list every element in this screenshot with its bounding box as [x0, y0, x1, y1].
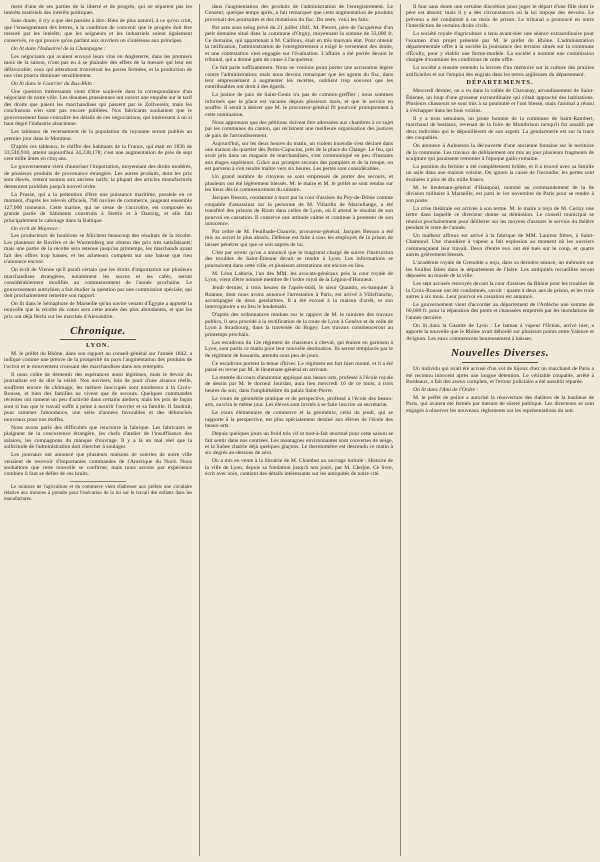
article-paragraph: Les escadrons du 12e régiment de chasseurs à cheval, qui étaient en garnison à Lyon, sont partis ce matin pour leur nouvelle destination. Ils seront remplacés par le 8e régiment de hussards, attendu sous peu de jours. — [205, 339, 393, 359]
article-paragraph: Il y a trois semaines, un jeune homme de la commune de Saint-Rambert, marchand de bestiaux, revenait de la foire de Montbrison lorsqu'il fut assailli par deux individus qui le dépouillèrent de son argent. La gendarmerie est sur la trace des coupables. — [406, 115, 594, 142]
article-paragraph: La justice de paix de Saint-Genis n'a pas de commis-greffier ; nous sommes informés que la place est vacante depuis plusieurs mois, et que le service en souffre. Il serait à désirer que M. le procureur-général fît pourvoir promptement à cette nomination. — [205, 92, 393, 118]
article-lead: On lit dans le Courrier du Bas-Rhin : — [11, 80, 96, 87]
article-paragraph: D'après ces tableaux, le chiffre des habitants de la France, qui était en 1836 de 33,540,910, atteint aujourd'hui 34,230,178; c'est une augmentation de près de sept cent mille âmes en cinq ans. — [4, 143, 192, 163]
article-paragraph: Le cours élémentaire de commerce et la géométrie, celui du jeudi, qui se rapporte à la perspective, est plus spécialement destiné aux élèves de l'école des beaux-arts. — [205, 410, 393, 430]
article-paragraph: Par acte sous seing privé du 21 juillet 1841, M. Pierret, père de l'acquéreur d'un petit domaine situé dans la commune d'Orgny, moyennant la somme de 33,000 fr. Ce domaine, qui appartenait à M. Cailloux, était en très mauvais état. Pour obtenir la ratification, l'administration de l'enregistrement a exigé le versement des droits, et une contestation s'est engagée sur l'évaluation. L'affaire a été portée devant le tribunal, qui a donné gain de cause à l'acquéreur. — [205, 24, 393, 64]
article-paragraph: On lit dans la Gazette de Lyon : Le bateau à vapeur l'Océan, arrivé hier, a apporté la nouvelle que le Rhône avait débordé sur plusieurs points entre Valence et Avignon. Les eaux commencent heureusement à baisser. — [406, 322, 594, 342]
column-rule — [400, 4, 401, 856]
article-paragraph: Les producteurs de houblons se félicitent beaucoup des résultats de la récolte. Les planteurs de Bavière et de Wurtemberg ont obtenu des prix très satisfaisants; mais une partie de la récolte sera retenue jusqu'au printemps, les marchands ayant fait des offres trop basses, et les acheteurs comptent sur une baisse que rien n'annonce encore. — [4, 233, 192, 266]
section-divider — [60, 339, 135, 340]
footnote: Le ministre de l'agriculture et du commerce vient d'adresser aux préfets une circulaire relative aux mesures à prendre pour l'exécution de la loi sur le travail des enfants dans les manufactures. — [4, 484, 192, 502]
footnote-divider — [70, 481, 126, 482]
article-paragraph: M. le préfet de police a autorisé la réouverture des théâtres de la banlieue de Paris, qui avaient été fermés par mesure de sûreté publique. Les directeurs se sont engagés à observer les nouveaux règlements sur les représentations du soir. — [406, 395, 594, 414]
article-paragraph: Nous avons parlé des difficultés que rencontre la fabrique. Les fabricants se plaignent de la concurrence étrangère, les chefs d'atelier de l'insuffisance des salaires, les compagnons du manque d'ouvrage. Il y a là un mal réel que la sollicitude de l'administration doit chercher à soulager. — [4, 424, 192, 451]
article-paragraph: Un malheur affreux est arrivé à la fabrique de MM. Laurent frères, à Saint-Chamond. Une chaudière à vapeur a fait explosion au moment où les ouvriers commençaient leur travail. Deux d'entre eux ont été tués sur le coup, et quatre autres grièvement blessés. — [406, 232, 594, 259]
article-paragraph: Les tableaux de recensement de la population du royaume seront publiés au premier jour dans le Moniteur. — [4, 129, 192, 142]
column-left — [4, 4, 192, 856]
article-paragraph: On annonce à Aubusson la découverte d'une ancienne fontaine sur le territoire de la commune. Les travaux de déblaiement ont mis au jour plusieurs fragments de sculpture qui paraissent remonter à l'époque gallo-romaine. — [406, 143, 594, 162]
article-paragraph: Un individu qui avait été accusé d'un vol de bijoux chez un marchand de Paris a été reconnu innocent après une longue détention. Le véritable coupable, arrêté à Bordeaux, a fait des aveux complets, et l'erreur judiciaire a été aussitôt réparée. — [406, 366, 594, 386]
article-paragraph: Les sept accusés renvoyés devant la cour d'assises du Rhône pour les troubles de la Croix-Rousse ont été condamnés, savoir : quatre à deux ans de prison, et les trois autres à six mois. Leur pourvoi en cassation est annoncé. — [406, 281, 594, 301]
article-paragraph: Les négociants qui avaient envoyé leurs vins en Angleterre, dans les premiers mois de la saison, n'ont pas eu à se plaindre des effets de la mesure qui leur est défavorable; ceux qui attendront trouveront les portes fermées, et la production de nos vins pourra diminuer sensiblement. — [4, 53, 192, 80]
article-paragraph: La position du fermier a été complètement brûlée, et il a trouvé avec sa famille un asile dans une maison voisine. On ignore la cause de l'incendie; les pertes sont évaluées à plus de dix mille francs. — [406, 163, 594, 183]
article-paragraph: On écrit de Vienne qu'il paraît certain que les droits d'importation sur plusieurs marchandises étrangères, notamment les sucres et les cafés, seront considérablement modifiés au commencement de l'année prochaine. Le gouvernement autrichien a fait étudier la question par une commission spéciale, qui doit prochainement remettre son rapport. — [4, 267, 192, 300]
article-paragraph: Une question intéressante vient d'être soulevée dans la correspondance d'un négociant de notre ville. Les douanes prussiennes ont ouvert une enquête sur le tarif des droits que paient les marchandises qui passent par le Zollverein; mais les conclusions n'en sont pas encore publiées. Nos fabricants souhaitent que le gouvernement fasse connaître les détails de ces négociations, qui intéressent à un si haut degré l'industrie alsacienne. — [4, 88, 192, 128]
article-paragraph: Le cours de géométrie pratique et de perspective, professé à l'école des beaux-arts, ouvrira le même jour. Les élèves sont invités à se faire inscrire au secrétariat. — [205, 395, 393, 409]
article-paragraph: Ce escadrons portent la tenue d'hiver. Le régiment est fort bien monté, et il a été passé en revue par M. le lieutenant-général en arrivant. — [205, 360, 393, 374]
article-paragraph: On a mis en vente à la librairie de M. Chambet un ouvrage intitulé : Histoire de la ville de Lyon, depuis sa fondation jusqu'à nos jours, par M. Clerjon. Ce livre, écrit avec soin, contient des détails intéressants sur les antiquités de notre cité. — [205, 458, 393, 478]
article-paragraph: Le gouvernement vient d'autoriser l'importation, moyennant des droits modérés, de plusieurs produits de provenance étrangère. Les autres produits, dont les prix sont élevés, restent soumis aux anciens tarifs; la plupart des articles manufacturés demeurent prohibés jusqu'à nouvel ordre. — [4, 164, 192, 190]
column-middle — [205, 4, 393, 856]
column-right — [406, 4, 594, 856]
section-title-chronique: Chronique. — [70, 325, 126, 338]
article-paragraph: M. Léon Laborie, l'un des MM. les avocats-généraux près la cour royale de Lyon, vient d'être nommé membre de l'ordre royal de la Légion-d'Honneur. — [205, 270, 393, 284]
article-paragraph: Un grand nombre de citoyens se sont empressés de porter des secours, et plusieurs ont été légèrement blessés. M. le maire et M. le préfet se sont rendus sur les lieux dès le commencement du sinistre. — [205, 174, 393, 194]
article-paragraph: Par ordre de M. Feuilhade-Chauvin, procureur-général, Jacques Besson a été mis au secret le plus absolu. Défense est faite à tous les employés de la prison de laisser pénétrer qui que ce soit auprès de lui. — [205, 228, 393, 248]
article-paragraph: Mercredi dernier, on a vu dans la vallée de Chavanay, arrondissement de Saint-Étienne, un loup d'une grosseur extraordinaire qui s'était approché des habitations. Plusieurs chasseurs se sont mis à sa poursuite et l'ont blessé, mais l'animal a réussi à s'échapper dans les bois voisins. — [406, 88, 594, 114]
section-divider — [462, 362, 537, 363]
article-paragraph: L'académie royale de Grenoble a reçu, dans sa dernière séance, un mémoire sur les fouilles faites dans le département de l'Isère. Les antiquités recueillies seront déposées au musée de la ville. — [406, 260, 594, 280]
article-lead: On lit dans l'Ami de l'Ordre : — [413, 387, 479, 394]
section-title-nouvelles-diverses: Nouvelles Diverses. — [450, 347, 550, 360]
article-paragraph: La crise théâtrale est arrivée à son terme. M. le maire a reçu de M. Cerizy une lettre dans laquelle ce directeur donne sa démission. Le conseil municipal se réunira prochainement pour délibérer sur les moyens d'assurer le service du théâtre pendant le reste de l'année. — [406, 205, 594, 231]
article-paragraph: Jeudi dernier, à trois heures de l'après-midi, le sieur Quantin, ex-banquier à Roanne, dont nous avons annoncé l'arrestation à Paris, est arrivé à Villefranche, accompagné de deux gendarmes. Il a été écroué à la maison d'arrêt, et son interrogatoire a eu lieu le lendemain. — [205, 285, 393, 311]
article-paragraph: La société royale d'agriculture a tenu avant-hier une séance extraordinaire pour l'examen d'un projet présenté par M. le préfet du Rhône. L'administration départementale offre à la société la jouissance des terrains situés sur la commune d'Écully, pour y établir une ferme-modèle. La société a nommé une commission chargée d'examiner les conditions de cette offre. — [406, 31, 594, 64]
article-paragraph: Il nous coûte de démentir des espérances aussi légitimes, mais le devoir du journaliste est de dire la vérité. Nos ouvriers, loin de jouir d'une aisance réelle, souffrent encore du chômage; les métiers inoccupés sont nombreux à la Croix-Rousse, et bien des familles ne vivent que de secours. Quelques commandes récentes ont ramené un peu d'activité dans certains ateliers; mais les prix de façon sont si bas que le travail suffit à peine à nourrir l'ouvrier et sa famille. Il faudrait, pour ramener l'abondance, une série d'années favorables et des débouchés nouveaux pour nos étoffes. — [4, 371, 192, 423]
article-paragraph: D'après des ordonnances rendues sur le rapport de M. le ministre des travaux publics, il sera procédé à la rectification de la route de Lyon à Genève et de celle de Lyon à Strasbourg, dans la traversée du Bugey. Les travaux commenceront au printemps prochain. — [205, 312, 393, 338]
article-paragraph: On lit dans le Sémaphore de Marseille qu'un navire venant d'Égypte a apporté la nouvelle que la récolte du coton sera cette année des plus abondantes, et que les prix ont déjà fléchi sur les marchés d'Alexandrie. — [4, 300, 192, 320]
column-rule — [199, 4, 200, 856]
article-paragraph: C'est par erreur qu'on a annoncé que le magistrat chargé de suivre l'instruction des troubles de Saint-Étienne devait se rendre à Lyon. Les informations se poursuivent dans cette ville, et plusieurs arrestations ont encore eu lieu. — [205, 249, 393, 269]
article-paragraph: Jacques Besson, condamné à mort par la cour d'assises du Puy-de-Dôme comme coupable d'assassinat sur la personne de M. Villardin de Marcellange, a été transféré des prisons de Riom dans celles de Lyon, où il attend le résultat de son pourvoi en cassation. Il conserve une attitude calme et continue à protester de son innocence. — [205, 195, 393, 227]
article-paragraph: La rentrée du cours d'anatomie appliqué aux beaux-arts, professé à l'école royale de dessin par M. le docteur Jourdan, aura lieu mercredi 16 de ce mois, à trois heures du soir, dans l'amphithéâtre du palais Saint-Pierre. — [205, 374, 393, 394]
article-paragraph: Depuis quelques jours un froid très vif et tout-à-fait anormal pour cette saison se fait sentir dans nos contrées. Les montagnes environnantes sont couvertes de neige, et la Saône charrie déjà quelques glaçons. Le thermomètre est descendu ce matin à six degrés au-dessous de zéro. — [205, 431, 393, 457]
article-paragraph: dans l'augmentation des produits de l'administration de l'enregistrement. Le Censeur, quelque temps après, a fait remarquer que cette augmentation de produits provenait des poursuites et des mutations du fisc. Du reste, voici les faits. — [205, 4, 393, 23]
article-paragraph: Ce fait parle suffisamment. Nous ne voulons point porter une accusation légère contre l'administration; mais nous devons remarquer que les agents du fisc, dans leur empressement à augmenter les recettes, oublient trop souvent que les contribuables ont droit à des égards. — [205, 65, 393, 91]
article-paragraph: ment d'une de ses parties de la liberté et de progrès, qui ne séparent pas les intérêts matériels des intérêts politiques. — [4, 4, 192, 17]
article-paragraph: La Prusse, qui a la prétention d'être une puissance maritime, possède en ce moment, d'après les relevés officiels, 790 navires de commerce, jaugeant ensemble 127,000 tonneaux. Cette marine, qui ne cesse de s'accroître, est composée en grande partie de bâtiments construits à Stettin et à Dantzig, et elle fait principalement le cabotage dans la Baltique. — [4, 191, 192, 224]
article-paragraph: Le gouvernement vient d'accorder au département de l'Ardèche une somme de 60,000 fr. pour la réparation des ponts et chaussées emportés par les inondations de l'année dernière. — [406, 301, 594, 321]
article-paragraph: Il faut sans doute une certaine discrétion pour juger le départ d'une fille dont le père est absent; mais il y a des circonstances où la loi impose des devoirs. Le prévenu a été condamné à un mois de prison. Le tribunal a prononcé en outre l'interdiction de certains droits civils. — [406, 4, 594, 30]
city-heading-lyon: LYON. — [86, 342, 110, 350]
article-paragraph: M. le lieutenant-général d'Hautpoul, nommé au commandement de la 8e division militaire à Marseille, est parti le 1er novembre de Paris pour se rendre à son poste. — [406, 184, 594, 204]
article-paragraph: La société a ensuite entendu la lecture d'un mémoire sur la culture des prairies artificielles et sur l'emploi des engrais dans les terres argileuses du département. — [406, 65, 594, 78]
article-paragraph: M. le préfet du Rhône, dans son rapport au conseil-général sur l'année 1842, a indiqué comme une preuve de la prospérité du pays l'augmentation des produits de l'octroi et le mouvement croissant des marchandises dans nos entrepôts. — [4, 350, 192, 370]
article-lead: On écrit de Mayence : — [11, 225, 62, 232]
article-paragraph: Aujourd'hui, sur les deux heures du matin, un violent incendie s'est déclaré dans une maison du quartier des Petits-Capucins, près de la place du Change. Le feu, qui avait pris dans un magasin de marchandises, s'est communiqué en peu d'instants aux étages supérieurs. Grâce aux prompts secours des pompiers et de la troupe, on est parvenu à s'en rendre maître vers six heures. Les pertes sont considérables. — [205, 140, 393, 173]
section-heading-departements: DÉPARTEMENTS. — [466, 78, 534, 86]
article-paragraph: Les journaux ont annoncé que plusieurs maisons de soieries de notre ville venaient de recevoir d'importantes commandes de l'Amérique du Nord. Nous souhaitons que cette nouvelle se confirme, mais nous savons par expérience combien il faut se défier de ces bruits. — [4, 452, 192, 478]
article-paragraph: Sans doute, il n'y a que des paroles à dire. Rien de plus naturel, à ce qu'on croit, que l'enseignement des lettres, à la condition de convenir que le progrès doit être mesuré par les intérêts; que les seigneurs et les industriels soient également conservés, ce qui prouve qu'en parlant aux ouvriers on s'intéresse aux principes. — [4, 18, 192, 44]
article-lead: On lit dans l'Industriel de la Champagne : — [11, 45, 106, 52]
article-paragraph: Nous apprenons que des pétitions doivent être adressées aux chambres à ce sujet par les communes du canton, qui réclament une meilleure organisation des justices de paix de l'arrondissement. — [205, 119, 393, 139]
